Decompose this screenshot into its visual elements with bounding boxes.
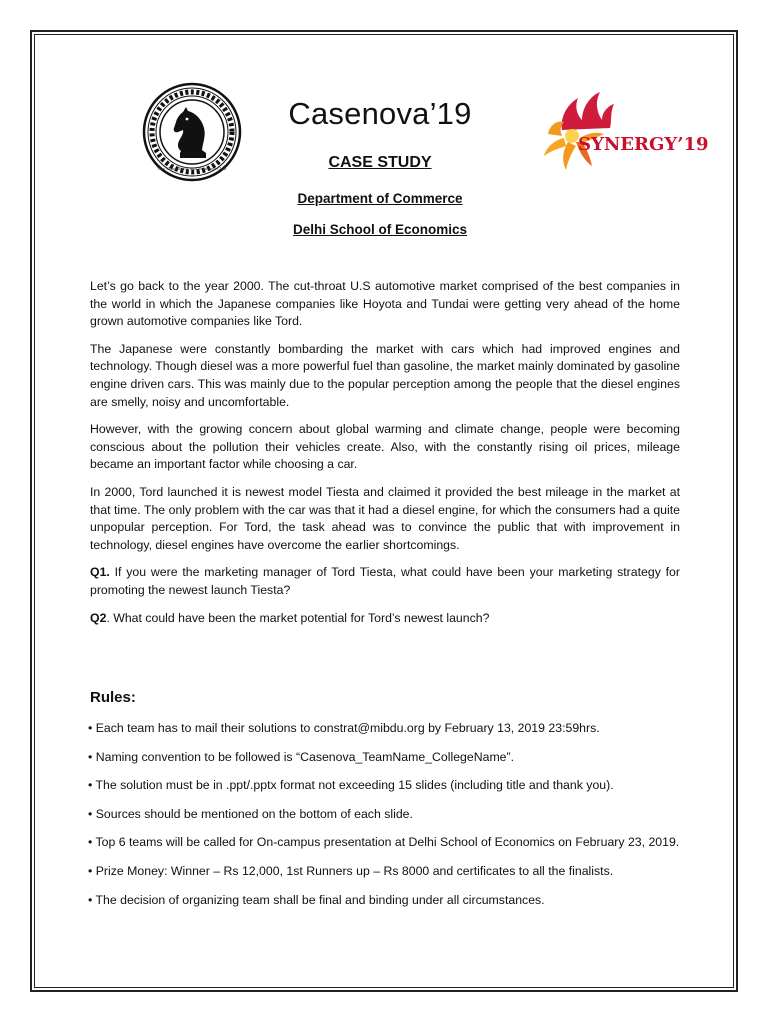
rule-item: • Prize Money: Winner – Rs 12,000, 1st Runners up – Rs 8000 and certificates to all the finalists.	[88, 863, 614, 878]
question-2-label: Q2	[90, 610, 107, 625]
question-2-text: . What could have been the market potential for Tord’s newest launch?	[106, 610, 490, 625]
synergy-logo	[520, 68, 709, 178]
rules-list	[88, 720, 682, 920]
question-2	[90, 610, 680, 628]
rules-heading: Rules:	[90, 689, 136, 706]
department-heading: Department of Commerce	[297, 191, 463, 206]
page-title: Casenova’19	[288, 96, 472, 131]
school-heading: Delhi School of Economics	[292, 222, 468, 237]
rule-item: • Naming convention to be followed is “Casenova_TeamName_CollegeName”.	[88, 749, 515, 764]
case-body	[90, 278, 680, 637]
logo-caption: The Consulting and Strategy Club	[157, 166, 227, 171]
question-1	[90, 564, 680, 599]
question-1-label: Q1.	[90, 565, 110, 580]
paragraph-3: However, with the growing concern about global warming and climate change, people were becoming conscious about the pollution their vehicles create. Also, with the constantly rising oil prices, mileage became an important factor while choosing a car.	[90, 422, 680, 472]
rule-item: • Each team has to mail their solutions to constrat@mibdu.org by February 13, 2019 23:59hrs.	[88, 721, 600, 735]
rule-item: • The decision of organizing team shall be final and binding under all circumstances.	[88, 892, 545, 907]
question-1-text: If you were the marketing manager of Tord Tiesta, what could have been your marketing strategy for promoting the newest launch Tiesta?	[90, 565, 680, 597]
paragraph-1: Let’s go back to the year 2000. The cut-throat U.S automotive market comprised of the best companies in the world in which the Japanese companies like Hoyota and Tundai were getting very ahead of the home grown automotive companies like Tord.	[90, 279, 680, 329]
synergy-logo-text: SYNERGY’19	[578, 134, 709, 155]
case-study-heading: CASE STUDY	[328, 154, 432, 171]
paragraph-2: The Japanese were constantly bombarding the market with cars which had improved engines and technology. Though diesel was a more powerful fuel than gasoline, the market mainly dominated by gasoline engine driven cars. This was mainly due to the popular perception among the people that the diesel engines are smelly, noisy and uncomfortable.	[90, 341, 680, 409]
rule-item: • Top 6 teams will be called for On-campus presentation at Delhi School of Economics on February 23, 2019.	[88, 835, 680, 850]
paragraph-4: In 2000, Tord launched it is newest model Tiesta and claimed it provided the best mileage in the market at that time. The only problem with the car was that it had a diesel engine, for which the consumers had a quite unpopular perception. For Tord, the task ahead was to convince the public that with improvement in technology, diesel engines have overcome the earlier shortcomings.	[90, 484, 680, 552]
rule-item: • The solution must be in .ppt/.pptx format not exceeding 15 slides (including title and thank you).	[88, 778, 614, 793]
rule-item: • Sources should be mentioned on the bottom of each slide.	[88, 806, 413, 821]
